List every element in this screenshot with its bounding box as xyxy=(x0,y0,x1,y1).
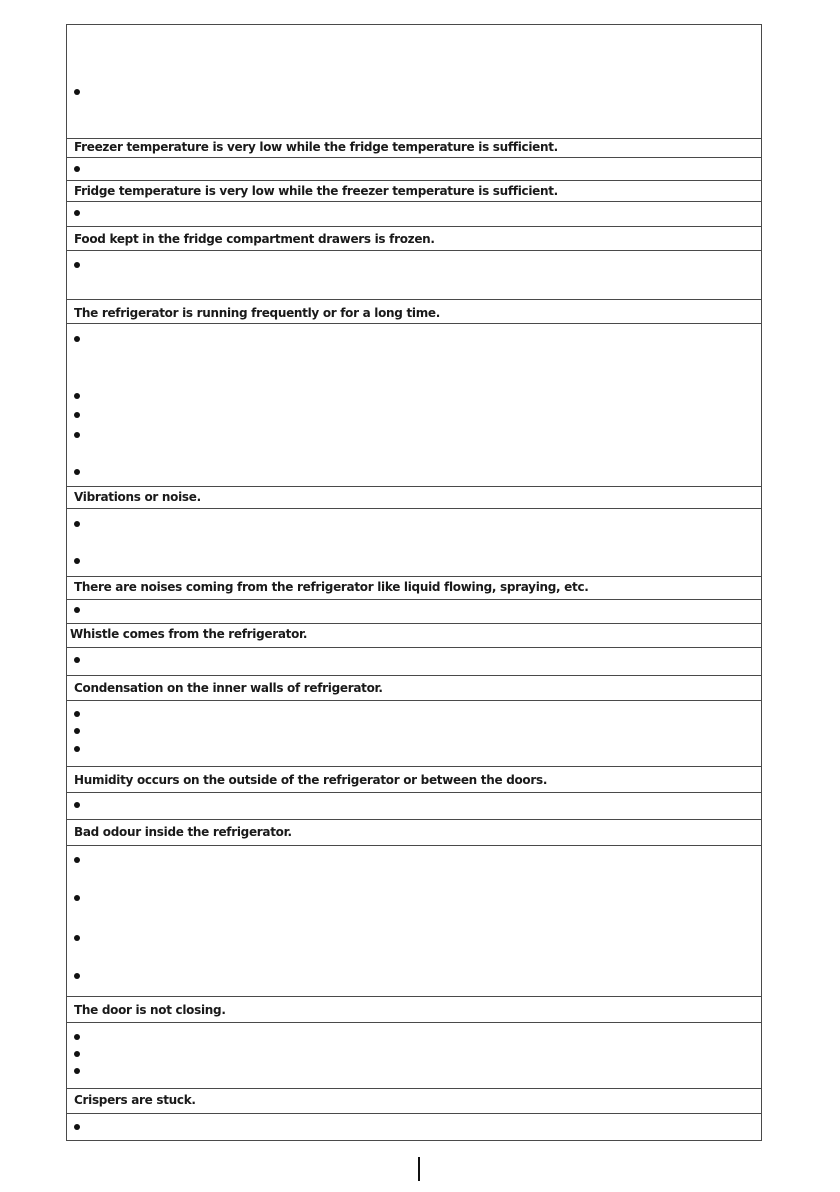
divider xyxy=(66,323,762,324)
bullet-door-3 xyxy=(74,1068,80,1074)
bullet-condensation-3 xyxy=(74,746,80,752)
divider xyxy=(66,226,762,227)
bullet-whistle-1 xyxy=(74,657,80,663)
divider xyxy=(66,647,762,648)
bullet-running-long-5 xyxy=(74,469,80,475)
divider xyxy=(66,996,762,997)
heading-whistle: Whistle comes from the refrigerator. xyxy=(70,627,308,641)
bullet-vibrations-2 xyxy=(74,558,80,564)
bullet-odour-3 xyxy=(74,935,80,941)
bullet-odour-1 xyxy=(74,857,80,863)
page-separator-mark xyxy=(418,1157,420,1181)
bullet-liquid-noises-1 xyxy=(74,607,80,613)
divider xyxy=(66,700,762,701)
bullet-fridge-low-1 xyxy=(74,210,80,216)
divider xyxy=(66,138,762,139)
divider xyxy=(66,845,762,846)
heading-humidity: Humidity occurs on the outside of the refrigerator or between the doors. xyxy=(74,773,548,787)
bullet-door-2 xyxy=(74,1051,80,1057)
divider xyxy=(66,508,762,509)
bullet-running-long-2 xyxy=(74,393,80,399)
divider xyxy=(66,250,762,251)
bullet-condensation-1 xyxy=(74,711,80,717)
bullet-running-long-4 xyxy=(74,432,80,438)
heading-freezer-low: Freezer temperature is very low while the fridge temperature is sufficient. xyxy=(74,140,558,154)
heading-vibrations: Vibrations or noise. xyxy=(74,490,201,504)
heading-crispers: Crispers are stuck. xyxy=(74,1093,196,1107)
divider xyxy=(66,1022,762,1023)
divider xyxy=(66,675,762,676)
divider xyxy=(66,299,762,300)
divider xyxy=(66,1113,762,1114)
bullet-crispers-1 xyxy=(74,1124,80,1130)
bullet-drawers-frozen-1 xyxy=(74,262,80,268)
divider xyxy=(66,157,762,158)
heading-liquid-noises: There are noises coming from the refrigerator like liquid flowing, spraying, etc. xyxy=(74,580,589,594)
bullet-running-long-1 xyxy=(74,336,80,342)
heading-odour: Bad odour inside the refrigerator. xyxy=(74,825,292,839)
bullet-vibrations-1 xyxy=(74,521,80,527)
divider xyxy=(66,792,762,793)
divider xyxy=(66,180,762,181)
bullet-humidity-1 xyxy=(74,802,80,808)
bullet-odour-4 xyxy=(74,973,80,979)
divider xyxy=(66,1088,762,1089)
heading-condensation: Condensation on the inner walls of refrigerator. xyxy=(74,681,383,695)
divider xyxy=(66,201,762,202)
divider xyxy=(66,819,762,820)
bullet-freezer-low-1 xyxy=(74,166,80,172)
divider xyxy=(66,599,762,600)
heading-fridge-low: Fridge temperature is very low while the freezer temperature is sufficient. xyxy=(74,184,558,198)
bullet-condensation-2 xyxy=(74,728,80,734)
bullet-top-1 xyxy=(74,89,80,95)
bullet-running-long-3 xyxy=(74,412,80,418)
heading-drawers-frozen: Food kept in the fridge compartment drawers is frozen. xyxy=(74,232,435,246)
divider xyxy=(66,486,762,487)
heading-door: The door is not closing. xyxy=(74,1003,226,1017)
divider xyxy=(66,623,762,624)
divider xyxy=(66,766,762,767)
heading-running-long: The refrigerator is running frequently or for a long time. xyxy=(74,306,441,320)
bullet-door-1 xyxy=(74,1034,80,1040)
divider xyxy=(66,576,762,577)
bullet-odour-2 xyxy=(74,895,80,901)
